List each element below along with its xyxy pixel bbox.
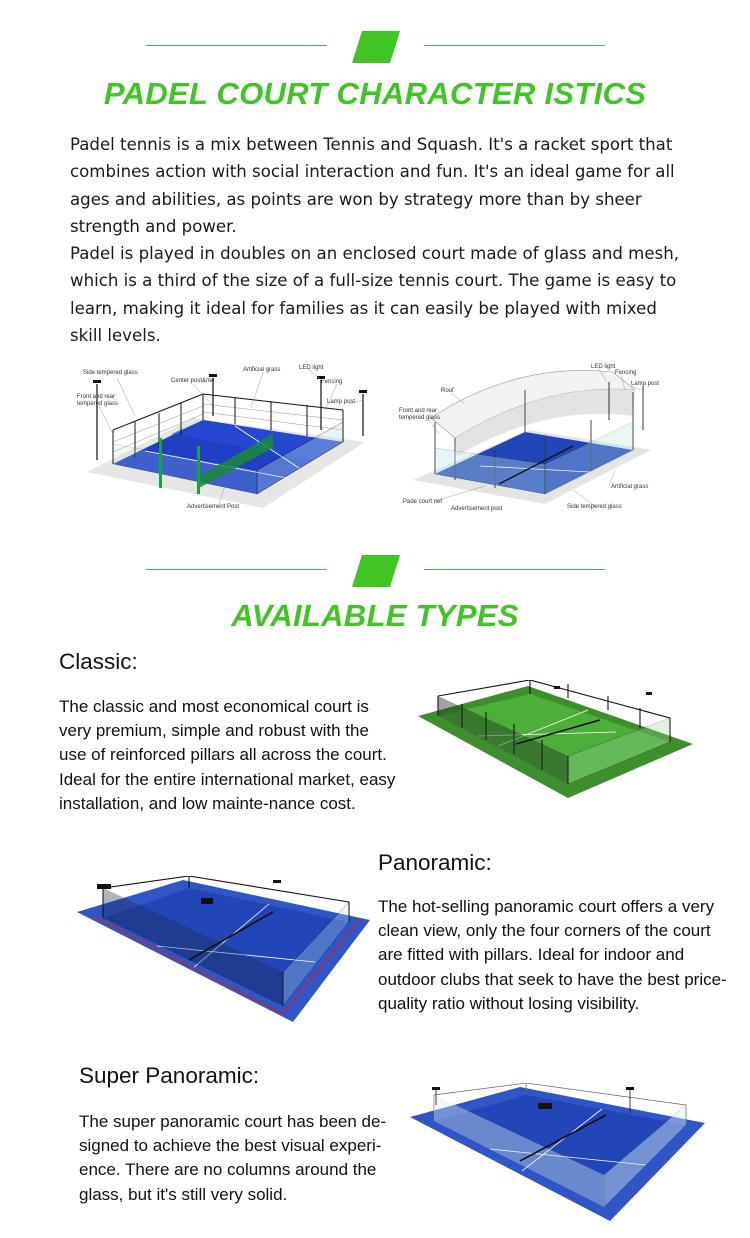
label-roof-r: Roof bbox=[441, 388, 454, 394]
section-title-types: AVAILABLE TYPES bbox=[231, 598, 519, 633]
label-court-net-r: Pade court net bbox=[403, 499, 443, 505]
label-led-light-r: LED light bbox=[591, 364, 616, 370]
court-diagram-roofed bbox=[395, 360, 665, 515]
label-led-light: LED light bbox=[299, 365, 324, 371]
court-image-panoramic-illustration bbox=[73, 876, 370, 1026]
label-front-rear-2: tempered glass bbox=[77, 401, 119, 407]
section-divider-types bbox=[0, 555, 750, 595]
court-diagram-outdoor bbox=[75, 360, 375, 515]
label-front-rear-1: Front and rear bbox=[77, 394, 116, 400]
label-advertisement-post-r: Advertisement post bbox=[451, 506, 503, 512]
type-classic-heading: Classic: bbox=[59, 649, 138, 674]
court-image-classic bbox=[418, 680, 693, 800]
intro-paragraph-1: Padel tennis is a mix between Tennis and Squash. It's a racket sport that combines action with social interaction and fun. It's an ideal game for all ages and abilities, as points are won by strategy more than by sheer strength and power. bbox=[70, 135, 675, 236]
divider-line-right bbox=[424, 569, 605, 570]
label-front-rear-2-r: tempered glass bbox=[399, 415, 441, 421]
label-lamp-post: Lamp post bbox=[327, 399, 356, 405]
section-divider-top bbox=[0, 31, 750, 71]
intro-text bbox=[70, 131, 690, 349]
court-image-classic-illustration bbox=[418, 680, 693, 800]
label-fencing: Fencing bbox=[321, 379, 343, 385]
court-image-super-panoramic bbox=[410, 1083, 705, 1223]
type-super-panoramic-description: The super panoramic court has been de-signed to achieve the best visual experi-ence. There are no columns around the glass, but it's still very solid. bbox=[79, 1112, 387, 1204]
divider-parallelogram-icon bbox=[352, 31, 400, 63]
court-diagram-outdoor-illustration bbox=[75, 360, 375, 515]
label-side-glass-r: Side tempered glass bbox=[567, 504, 622, 510]
court-image-panoramic bbox=[73, 876, 370, 1026]
type-panoramic-description: The hot-selling panoramic court offers a very clean view, only the four corners of the court are fitted with pillars. Ideal for indoor and outdoor clubs that seek to have the best price-quality ratio without losing visibility. bbox=[378, 897, 727, 1013]
label-advertisement-post: Advertisement Post bbox=[187, 504, 240, 510]
divider-line-left bbox=[146, 569, 327, 570]
intro-paragraph-2: Padel is played in doubles on an enclosed court made of glass and mesh, which is a third of the size of a full-size tennis court. The game is easy to learn, making it ideal for families as it can easily be played with mixed skill levels. bbox=[70, 244, 679, 346]
label-front-rear-1-r: Front and rear bbox=[399, 408, 438, 414]
label-side-tempered-glass: Side tempered glass bbox=[83, 370, 138, 376]
court-image-super-panoramic-illustration bbox=[410, 1083, 705, 1223]
type-super-panoramic-heading: Super Panoramic: bbox=[79, 1063, 260, 1088]
label-fencing-r: Fencing bbox=[615, 370, 637, 376]
type-classic-description: The classic and most economical court is very premium, simple and robust with the use of reinforced pillars all across the court. Ideal for the entire international market, easy installation, and low mainte-nance cost. bbox=[59, 697, 396, 813]
label-center-post: Center post&net bbox=[171, 378, 215, 384]
label-artificial-grass-r: Artificial grass bbox=[611, 484, 649, 490]
type-panoramic-heading: Panoramic: bbox=[378, 850, 492, 875]
divider-line-left bbox=[146, 45, 327, 46]
label-artificial-grass: Artificial grass bbox=[243, 367, 281, 373]
label-lamp-post-r: Lamp post bbox=[631, 381, 660, 387]
divider-parallelogram-icon bbox=[352, 555, 400, 587]
divider-line-right bbox=[424, 45, 605, 46]
court-diagram-roofed-illustration bbox=[395, 360, 665, 515]
section-title-characteristics: PADEL COURT CHARACTER ISTICS bbox=[103, 76, 647, 111]
